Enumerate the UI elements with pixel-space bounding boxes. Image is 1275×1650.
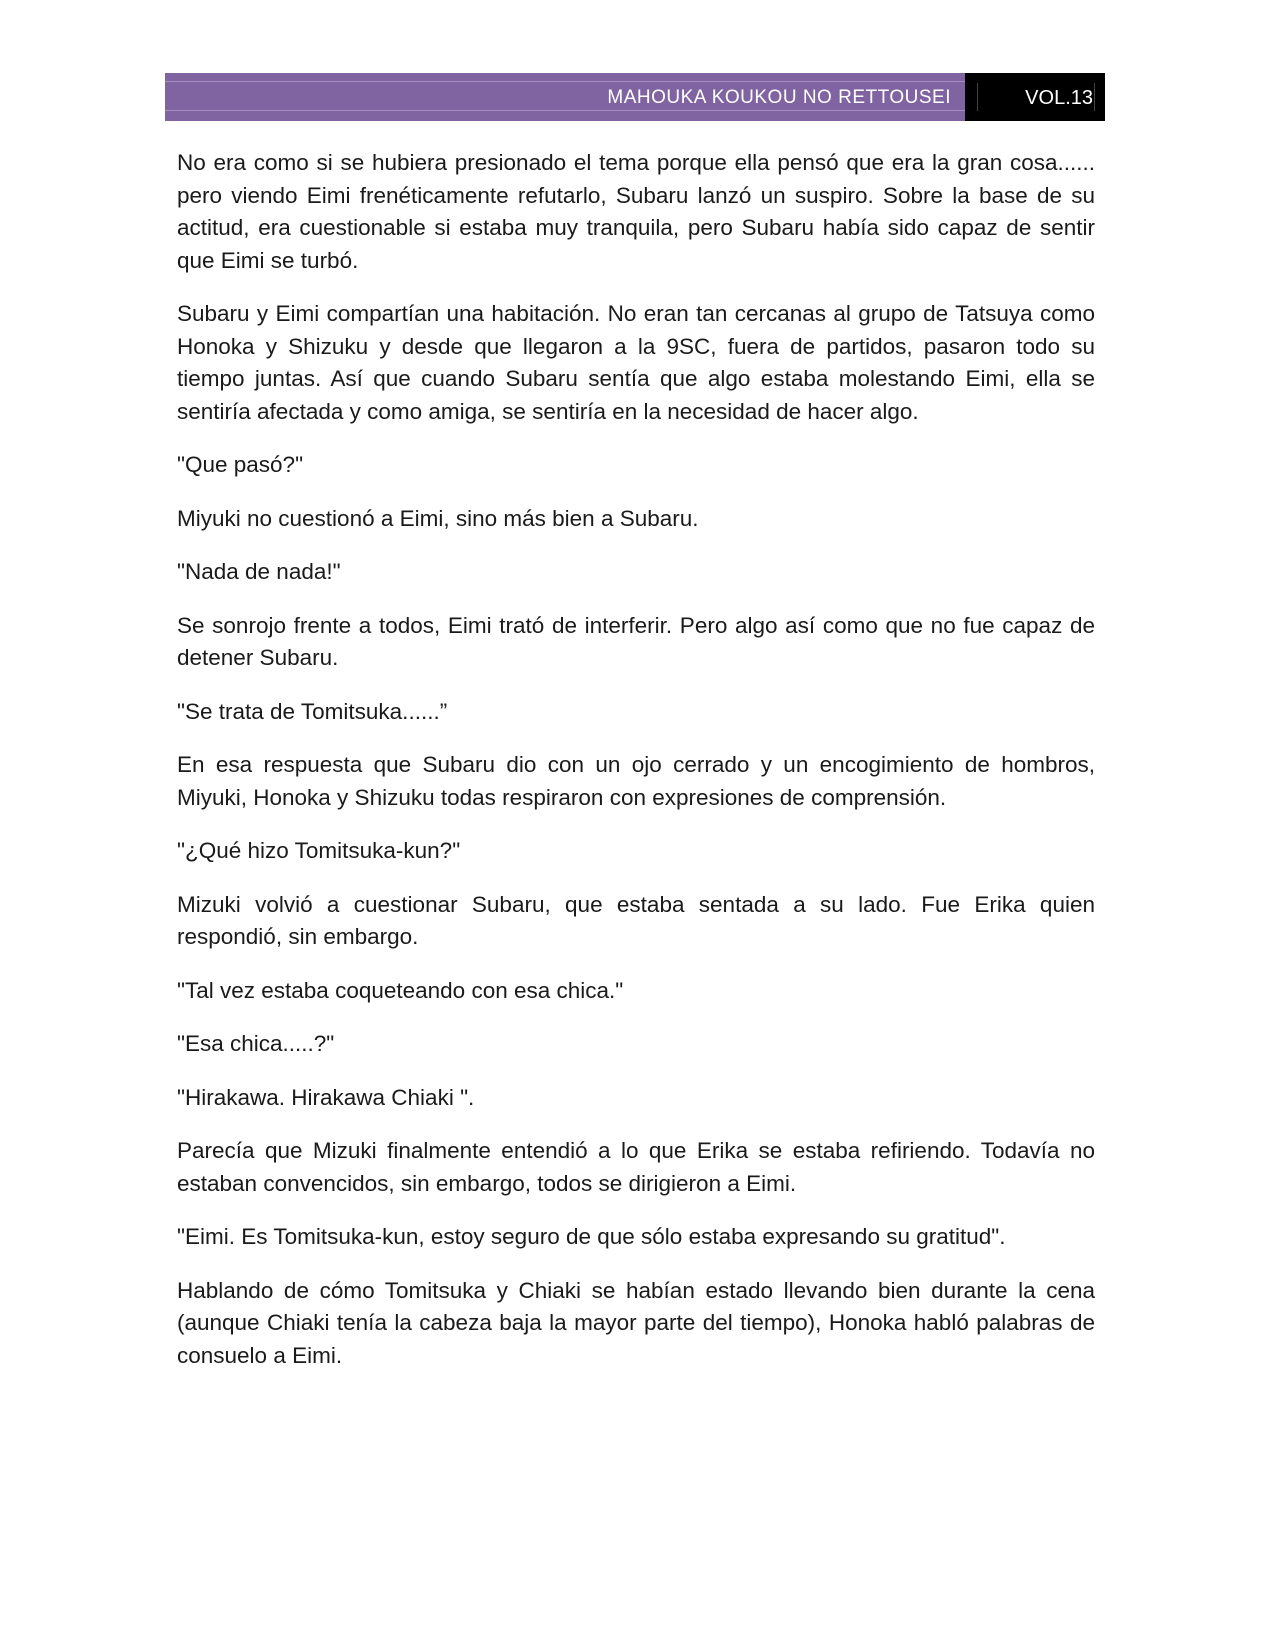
- page-header: [165, 73, 1105, 121]
- paragraph: Hablando de cómo Tomitsuka y Chiaki se habían estado llevando bien durante la cena (aunque Chiaki tenía la cabeza baja la mayor parte del tiempo), Honoka habló palabras de consuelo a Eimi.: [177, 1277, 1095, 1368]
- paragraph: Parecía que Mizuki finalmente entendió a lo que Erika se estaba refiriendo. Todavía no estaban convencidos, sin embargo, todos se dirigieron a Eimi.: [177, 1138, 1095, 1196]
- dialogue-line: "Hirakawa. Hirakawa Chiaki ".: [177, 1084, 475, 1110]
- dialogue-line: "Eimi. Es Tomitsuka-kun, estoy seguro de que sólo estaba expresando su gratitud".: [177, 1224, 1006, 1249]
- paragraph: Se sonrojo frente a todos, Eimi trató de interferir. Pero algo así como que no fue capaz de detener Subaru.: [177, 612, 1095, 670]
- dialogue-line: "¿Qué hizo Tomitsuka-kun?": [177, 838, 461, 863]
- dialogue-line: "Nada de nada!": [177, 559, 341, 584]
- header-title-block: [165, 73, 965, 121]
- paragraph: No era como si se hubiera presionado el tema porque ella pensó que era la gran cosa...... pero viendo Eimi frenéticamente refutarlo, Subaru lanzó un suspiro. Sobre la base de su actitud, era cuestionable si estaba muy tranquila, pero Subaru había sido capaz de sentir que Eimi se turbó.: [177, 150, 1095, 273]
- volume-number: VOL.13: [1025, 86, 1093, 109]
- paragraph: En esa respuesta que Subaru dio con un ojo cerrado y un encogimiento de hombros, Miyuki, Honoka y Shizuku todas respiraron con expresiones de comprensión.: [177, 752, 1095, 810]
- dialogue-line: "Tal vez estaba coqueteando con esa chica.": [177, 977, 624, 1003]
- header-volume-block: [965, 73, 1105, 121]
- paragraph: Subaru y Eimi compartían una habitación. No eran tan cercanas al grupo de Tatsuya como Honoka y Shizuku y desde que llegaron a la 9SC, fuera de partidos, pasaron todo su tiempo juntas. Así que cuando Subaru sentía que algo estaba molestando Eimi, ella se sentiría afectada y como amiga, se sentiría en la necesidad de hacer algo.: [177, 301, 1095, 424]
- dialogue-line: "Que pasó?": [177, 452, 304, 477]
- paragraph: Mizuki volvió a cuestionar Subaru, que estaba sentada a su lado. Fue Erika quien respondió, sin embargo.: [177, 891, 1095, 949]
- paragraph: Miyuki no cuestionó a Eimi, sino más bien a Subaru.: [177, 505, 699, 531]
- book-title: MAHOUKA KOUKOU NO RETTOUSEI: [607, 87, 951, 108]
- dialogue-line: "Se trata de Tomitsuka......”: [177, 698, 448, 724]
- page-body: [177, 147, 1095, 1393]
- dialogue-line: "Esa chica.....?": [177, 1031, 335, 1056]
